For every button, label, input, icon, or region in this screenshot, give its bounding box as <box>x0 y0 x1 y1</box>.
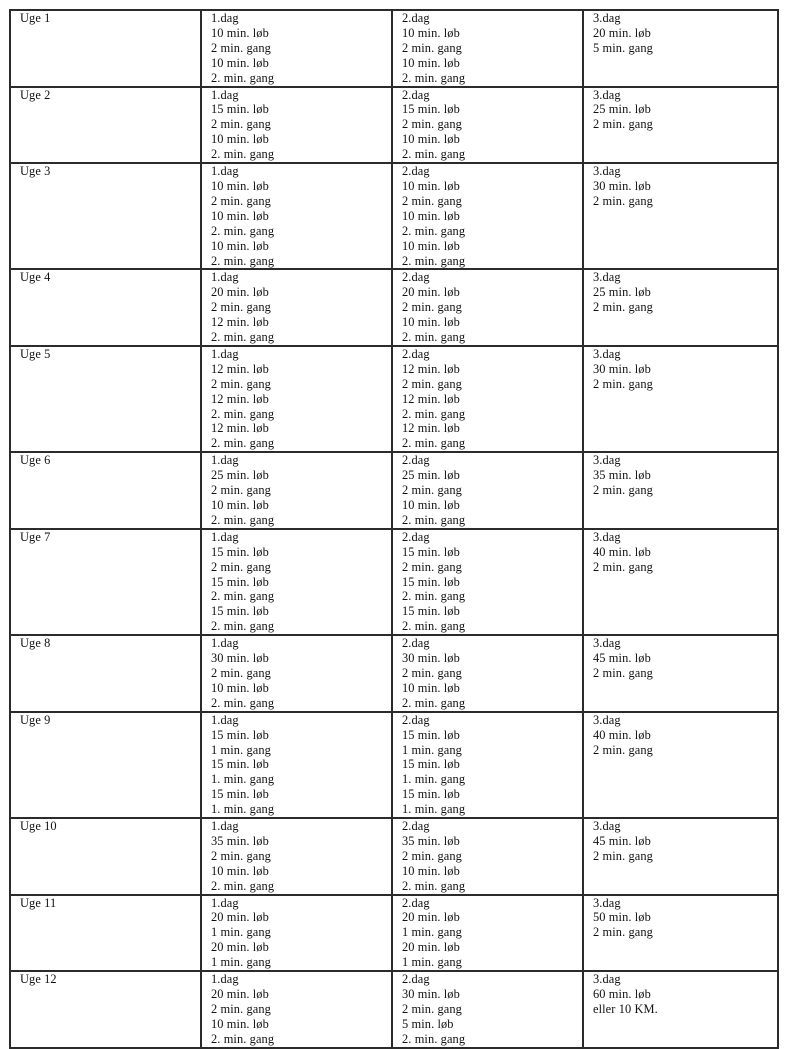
day-heading: 1.dag <box>211 453 239 468</box>
day-heading: 3.dag <box>593 453 621 468</box>
day-cell <box>201 712 392 818</box>
day-cell <box>583 635 778 712</box>
workout-step: 15 min. løb <box>211 102 269 117</box>
week-label: Uge 11 <box>10 895 201 972</box>
week-label: Uge 7 <box>10 529 201 635</box>
day-cell <box>583 452 778 529</box>
workout-step: 2 min. gang <box>593 742 653 757</box>
workout-step: 1 min. gang <box>211 955 271 970</box>
workout-step: 2. min. gang <box>211 1031 275 1046</box>
workout-step: 2. min. gang <box>211 878 275 893</box>
workout-step: 45 min. løb <box>593 651 651 666</box>
workout-step: 2 min. gang <box>211 117 271 132</box>
workout-step: 1 min. gang <box>211 742 271 757</box>
day-heading: 3.dag <box>593 895 621 910</box>
workout-step: 15 min. løb <box>402 544 460 559</box>
day-heading: 2.dag <box>402 87 430 102</box>
workout-step: 2 min. gang <box>211 40 271 55</box>
day-cell <box>201 529 392 635</box>
week-label: Uge 6 <box>10 452 201 529</box>
workout-step: 15 min. løb <box>211 757 269 772</box>
day-cell <box>583 269 778 346</box>
day-heading: 1.dag <box>211 819 239 834</box>
workout-step: 2. min. gang <box>402 330 466 345</box>
workout-step: 2. min. gang <box>211 70 275 85</box>
workout-step: 2 min. gang <box>211 1001 271 1016</box>
day-heading: 1.dag <box>211 636 239 651</box>
workout-step: 2. min. gang <box>211 147 275 162</box>
week-row <box>10 818 778 895</box>
workout-step: 2. min. gang <box>211 223 275 238</box>
day-cell <box>583 529 778 635</box>
workout-step: 15 min. løb <box>402 727 460 742</box>
day-cell <box>392 10 583 87</box>
week-row <box>10 635 778 712</box>
workout-step: 12 min. løb <box>211 391 269 406</box>
workout-step: 2. min. gang <box>211 436 275 451</box>
workout-step: 2 min. gang <box>211 559 271 574</box>
week-row <box>10 452 778 529</box>
workout-step: 30 min. løb <box>593 178 651 193</box>
workout-step: 15 min. løb <box>402 102 460 117</box>
day-heading: 1.dag <box>211 11 239 25</box>
day-cell <box>201 818 392 895</box>
week-row <box>10 529 778 635</box>
day-heading: 3.dag <box>593 819 621 834</box>
workout-step: 12 min. løb <box>402 421 460 436</box>
workout-step: 2 min. gang <box>593 117 653 132</box>
workout-step: 15 min. løb <box>402 574 460 589</box>
workout-step: 10 min. løb <box>211 178 269 193</box>
workout-step: 2. min. gang <box>402 406 466 421</box>
day-heading: 1.dag <box>211 270 239 285</box>
workout-step: 2. min. gang <box>211 330 275 345</box>
workout-step: 10 min. løb <box>211 863 269 878</box>
workout-step: 10 min. løb <box>211 238 269 253</box>
day-heading: 1.dag <box>211 972 239 987</box>
workout-step: 15 min. løb <box>211 787 269 802</box>
week-row <box>10 87 778 164</box>
day-cell <box>392 635 583 712</box>
day-cell <box>392 87 583 164</box>
workout-step: 1. min. gang <box>211 772 275 787</box>
day-heading: 1.dag <box>211 529 239 544</box>
workout-step: 20 min. løb <box>211 940 269 955</box>
workout-step: 2 min. gang <box>593 483 653 498</box>
day-cell <box>583 818 778 895</box>
day-heading: 1.dag <box>211 164 239 179</box>
workout-step: 45 min. løb <box>593 833 651 848</box>
week-row <box>10 269 778 346</box>
day-heading: 3.dag <box>593 164 621 179</box>
workout-step: 1. min. gang <box>402 772 466 787</box>
workout-step: 50 min. løb <box>593 910 651 925</box>
workout-step: 25 min. løb <box>402 468 460 483</box>
day-cell <box>392 529 583 635</box>
day-cell <box>392 895 583 972</box>
workout-step: 2 min. gang <box>402 1001 462 1016</box>
workout-step: 2 min. gang <box>402 300 462 315</box>
workout-step: 20 min. løb <box>211 910 269 925</box>
workout-step: 2 min. gang <box>402 376 462 391</box>
week-label: Uge 12 <box>10 971 201 1048</box>
day-heading: 2.dag <box>402 895 430 910</box>
workout-step: 25 min. løb <box>593 285 651 300</box>
workout-step: 10 min. løb <box>211 55 269 70</box>
day-cell <box>201 971 392 1048</box>
workout-step: 20 min. løb <box>593 25 651 40</box>
workout-step: 20 min. løb <box>402 940 460 955</box>
workout-step: 10 min. løb <box>402 315 460 330</box>
workout-step: 20 min. løb <box>402 910 460 925</box>
day-cell <box>201 895 392 972</box>
workout-step: 35 min. løb <box>211 833 269 848</box>
day-cell <box>392 269 583 346</box>
workout-step: 1. min. gang <box>402 802 466 817</box>
workout-step: 2. min. gang <box>402 70 466 85</box>
week-row <box>10 163 778 269</box>
workout-step: 15 min. løb <box>211 544 269 559</box>
day-heading: 2.dag <box>402 529 430 544</box>
workout-step: 35 min. løb <box>593 468 651 483</box>
day-cell <box>583 346 778 452</box>
workout-step: 30 min. løb <box>593 361 651 376</box>
week-row <box>10 971 778 1048</box>
workout-step: 2 min. gang <box>593 848 653 863</box>
workout-step: 2 min. gang <box>402 848 462 863</box>
workout-step: 2 min. gang <box>402 665 462 680</box>
workout-step: 10 min. løb <box>211 680 269 695</box>
workout-step: 35 min. løb <box>402 833 460 848</box>
week-row <box>10 346 778 452</box>
day-cell <box>392 346 583 452</box>
workout-step: 1 min. gang <box>402 742 462 757</box>
day-cell <box>201 163 392 269</box>
week-label: Uge 2 <box>10 87 201 164</box>
workout-step: 30 min. løb <box>402 987 460 1001</box>
day-cell <box>392 712 583 818</box>
day-heading: 1.dag <box>211 712 239 727</box>
week-row <box>10 895 778 972</box>
day-cell <box>201 10 392 87</box>
day-heading: 2.dag <box>402 270 430 285</box>
workout-step: 2. min. gang <box>211 619 275 634</box>
workout-step: 2. min. gang <box>211 406 275 421</box>
day-cell <box>583 712 778 818</box>
workout-step: 2. min. gang <box>402 147 466 162</box>
workout-step: 10 min. løb <box>402 680 460 695</box>
day-cell <box>583 163 778 269</box>
workout-step: 10 min. løb <box>402 132 460 147</box>
training-plan-body <box>10 10 778 1048</box>
workout-step: 2. min. gang <box>402 223 466 238</box>
day-cell <box>392 452 583 529</box>
workout-step: 12 min. løb <box>402 391 460 406</box>
day-heading: 2.dag <box>402 712 430 727</box>
week-row <box>10 712 778 818</box>
day-heading: 2.dag <box>402 164 430 179</box>
day-cell <box>201 346 392 452</box>
day-heading: 3.dag <box>593 529 621 544</box>
day-heading: 2.dag <box>402 346 430 361</box>
workout-step: 40 min. løb <box>593 727 651 742</box>
day-heading: 2.dag <box>402 819 430 834</box>
day-heading: 3.dag <box>593 972 621 987</box>
workout-step: 10 min. løb <box>211 25 269 40</box>
workout-step: 10 min. løb <box>211 208 269 223</box>
workout-step: 20 min. løb <box>402 285 460 300</box>
workout-step: 15 min. løb <box>211 604 269 619</box>
workout-step: eller 10 KM. <box>593 1001 658 1016</box>
workout-step: 10 min. løb <box>402 238 460 253</box>
workout-step: 2 min. gang <box>402 40 462 55</box>
day-cell <box>583 971 778 1048</box>
day-cell <box>201 452 392 529</box>
workout-step: 1 min. gang <box>402 925 462 940</box>
workout-step: 10 min. løb <box>402 208 460 223</box>
workout-step: 25 min. løb <box>211 468 269 483</box>
workout-step: 2. min. gang <box>402 512 466 527</box>
workout-step: 2 min. gang <box>593 376 653 391</box>
day-cell <box>392 163 583 269</box>
workout-step: 2 min. gang <box>593 925 653 940</box>
day-heading: 2.dag <box>402 11 430 25</box>
workout-step: 2 min. gang <box>211 300 271 315</box>
workout-step: 2 min. gang <box>211 193 271 208</box>
workout-step: 2 min. gang <box>402 193 462 208</box>
training-plan-table <box>9 9 779 1049</box>
week-label: Uge 5 <box>10 346 201 452</box>
workout-step: 20 min. løb <box>211 987 269 1001</box>
week-label: Uge 10 <box>10 818 201 895</box>
workout-step: 1 min. gang <box>402 955 462 970</box>
workout-step: 2. min. gang <box>211 589 275 604</box>
day-cell <box>583 895 778 972</box>
workout-step: 2 min. gang <box>402 117 462 132</box>
workout-step: 30 min. løb <box>211 651 269 666</box>
workout-step: 20 min. løb <box>211 285 269 300</box>
day-heading: 3.dag <box>593 87 621 102</box>
workout-step: 1. min. gang <box>211 802 275 817</box>
workout-step: 10 min. løb <box>211 132 269 147</box>
workout-step: 12 min. løb <box>211 361 269 376</box>
workout-step: 2. min. gang <box>402 695 466 710</box>
day-cell <box>201 635 392 712</box>
workout-step: 25 min. løb <box>593 102 651 117</box>
day-heading: 1.dag <box>211 895 239 910</box>
day-heading: 3.dag <box>593 11 621 25</box>
workout-step: 2. min. gang <box>402 253 466 268</box>
workout-step: 2 min. gang <box>211 376 271 391</box>
week-label: Uge 8 <box>10 635 201 712</box>
workout-step: 10 min. løb <box>211 1016 269 1031</box>
day-cell <box>392 818 583 895</box>
day-cell <box>392 971 583 1048</box>
workout-step: 2 min. gang <box>593 193 653 208</box>
workout-step: 30 min. løb <box>402 651 460 666</box>
workout-step: 2. min. gang <box>402 436 466 451</box>
workout-step: 15 min. løb <box>211 727 269 742</box>
workout-step: 2 min. gang <box>211 848 271 863</box>
day-heading: 1.dag <box>211 87 239 102</box>
workout-step: 2. min. gang <box>402 589 466 604</box>
workout-step: 2. min. gang <box>211 695 275 710</box>
workout-step: 2. min. gang <box>402 878 466 893</box>
workout-step: 10 min. løb <box>402 55 460 70</box>
workout-step: 10 min. løb <box>402 863 460 878</box>
day-cell <box>583 10 778 87</box>
workout-step: 2 min. gang <box>211 665 271 680</box>
workout-step: 12 min. løb <box>402 361 460 376</box>
day-cell <box>583 87 778 164</box>
day-heading: 3.dag <box>593 636 621 651</box>
workout-step: 10 min. løb <box>211 498 269 512</box>
workout-step: 2 min. gang <box>593 559 653 574</box>
workout-step: 40 min. løb <box>593 544 651 559</box>
day-heading: 2.dag <box>402 453 430 468</box>
week-label: Uge 9 <box>10 712 201 818</box>
workout-step: 15 min. løb <box>402 604 460 619</box>
workout-step: 12 min. løb <box>211 421 269 436</box>
workout-step: 60 min. løb <box>593 987 651 1001</box>
workout-step: 2. min. gang <box>402 619 466 634</box>
workout-step: 10 min. løb <box>402 498 460 512</box>
workout-step: 2 min. gang <box>402 483 462 498</box>
workout-step: 5 min. gang <box>593 40 653 55</box>
workout-step: 2. min. gang <box>402 1031 466 1046</box>
day-cell <box>201 87 392 164</box>
workout-step: 15 min. løb <box>402 787 460 802</box>
week-label: Uge 3 <box>10 163 201 269</box>
workout-step: 2. min. gang <box>211 512 275 527</box>
workout-step: 15 min. løb <box>211 574 269 589</box>
week-row <box>10 10 778 87</box>
workout-step: 2 min. gang <box>593 665 653 680</box>
day-heading: 3.dag <box>593 270 621 285</box>
workout-step: 2 min. gang <box>211 483 271 498</box>
day-heading: 2.dag <box>402 636 430 651</box>
workout-step: 2 min. gang <box>593 300 653 315</box>
day-heading: 3.dag <box>593 346 621 361</box>
workout-step: 10 min. løb <box>402 25 460 40</box>
workout-step: 1 min. gang <box>211 925 271 940</box>
workout-step: 2 min. gang <box>402 559 462 574</box>
day-heading: 3.dag <box>593 712 621 727</box>
workout-step: 15 min. løb <box>402 757 460 772</box>
week-label: Uge 1 <box>10 10 201 87</box>
workout-step: 10 min. løb <box>402 178 460 193</box>
day-heading: 2.dag <box>402 972 430 987</box>
day-heading: 1.dag <box>211 346 239 361</box>
workout-step: 12 min. løb <box>211 315 269 330</box>
week-label: Uge 4 <box>10 269 201 346</box>
workout-step: 2. min. gang <box>211 253 275 268</box>
workout-step: 5 min. løb <box>402 1016 454 1031</box>
day-cell <box>201 269 392 346</box>
